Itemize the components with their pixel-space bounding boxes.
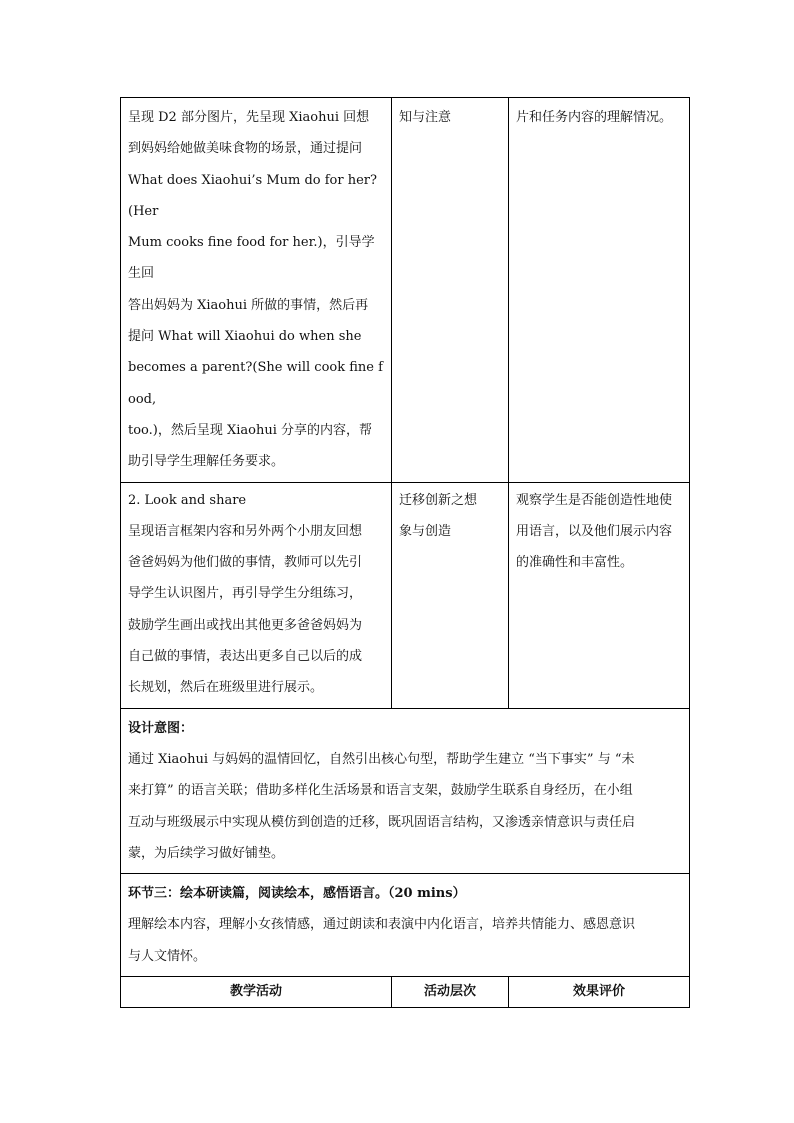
- activity-line: 到妈妈给她做美味食物的场景，通过提问: [128, 141, 363, 157]
- activity-line: too.)，然后呈现 Xiaohui 分享的内容，帮: [128, 422, 373, 438]
- level-cell: [392, 98, 509, 483]
- table-row: [121, 874, 690, 977]
- activity-heading: 2. Look and share: [128, 492, 247, 508]
- activity-line: 呈现 D2 部分图片，先呈现 Xiaohui 回想: [128, 110, 370, 125]
- design-intent-line: 蒙，为后续学习做好铺垫。: [128, 845, 285, 861]
- activity-line: 提问 What will Xiaohui do when she: [128, 329, 362, 345]
- activity-line: Mum cooks fine food for her.)，引导学生回: [128, 235, 375, 282]
- level-text: 知与注意: [399, 110, 452, 125]
- activity-line: 长规划，然后在班级里进行展示。: [128, 680, 324, 696]
- activity-cell: [121, 98, 392, 483]
- activity-line: 答出妈妈为 Xiaohui 所做的事情，然后再: [128, 297, 369, 313]
- evaluation-text: 用语言，以及他们展示内容: [516, 523, 673, 539]
- evaluation-text: 的准确性和丰富性。: [516, 555, 634, 571]
- activity-line: 助引导学生理解任务要求。: [128, 454, 285, 470]
- section-three-line: 理解绘本内容，理解小女孩情感，通过朗读和表演中内化语言，培养共情能力、感恩意识: [128, 917, 636, 933]
- header-activity: 教学活动: [121, 977, 392, 1008]
- level-text: 象与创造: [399, 523, 452, 539]
- section-three-line: 与人文情怀。: [128, 948, 207, 964]
- table-row: [121, 708, 690, 873]
- evaluation-text: 片和任务内容的理解情况。: [516, 110, 673, 125]
- activity-line: 鼓励学生画出或找出其他更多爸爸妈妈为: [128, 617, 363, 633]
- evaluation-text: 观察学生是否能创造性地使: [516, 492, 673, 508]
- design-intent-line: 来打算” 的语言关联；借助多样化生活场景和语言支架，鼓励学生联系自身经历，在小组: [128, 783, 633, 799]
- activity-line: 呈现语言框架内容和另外两个小朋友回想: [128, 523, 363, 539]
- design-intent-title: 设计意图：: [128, 720, 194, 736]
- activity-line: 自己做的事情，表达出更多自己以后的成: [128, 649, 363, 665]
- activity-line: 导学生认识图片，再引导学生分组练习，: [128, 586, 363, 602]
- activity-line: What does Xiaohui’s Mum do for her?(Her: [128, 172, 377, 219]
- lesson-plan-table: [120, 97, 690, 1008]
- section-three-title: 环节三：绘本研读篇，阅读绘本，感悟语言。（20 mins）: [128, 886, 466, 902]
- design-intent-cell: [121, 708, 690, 873]
- activity-line: 爸爸妈妈为他们做的事情，教师可以先引: [128, 555, 363, 571]
- table-header-row: [121, 977, 690, 1008]
- level-cell: [392, 482, 509, 708]
- level-text: 迁移创新之想: [399, 492, 478, 508]
- table-row: [121, 98, 690, 483]
- design-intent-line: 通过 Xiaohui 与妈妈的温情回忆，自然引出核心句型，帮助学生建立 “当下事实” 与 “未: [128, 751, 635, 767]
- evaluation-cell: [509, 482, 690, 708]
- header-level: 活动层次: [392, 977, 509, 1008]
- activity-line: becomes a parent?(She will cook fine food,: [128, 360, 383, 407]
- table-row: [121, 482, 690, 708]
- design-intent-line: 互动与班级展示中实现从模仿到创造的迁移，既巩固语言结构，又渗透亲情意识与责任启: [128, 814, 636, 830]
- evaluation-cell: [509, 98, 690, 483]
- activity-cell: [121, 482, 392, 708]
- header-evaluation: 效果评价: [509, 977, 690, 1008]
- section-three-cell: [121, 874, 690, 977]
